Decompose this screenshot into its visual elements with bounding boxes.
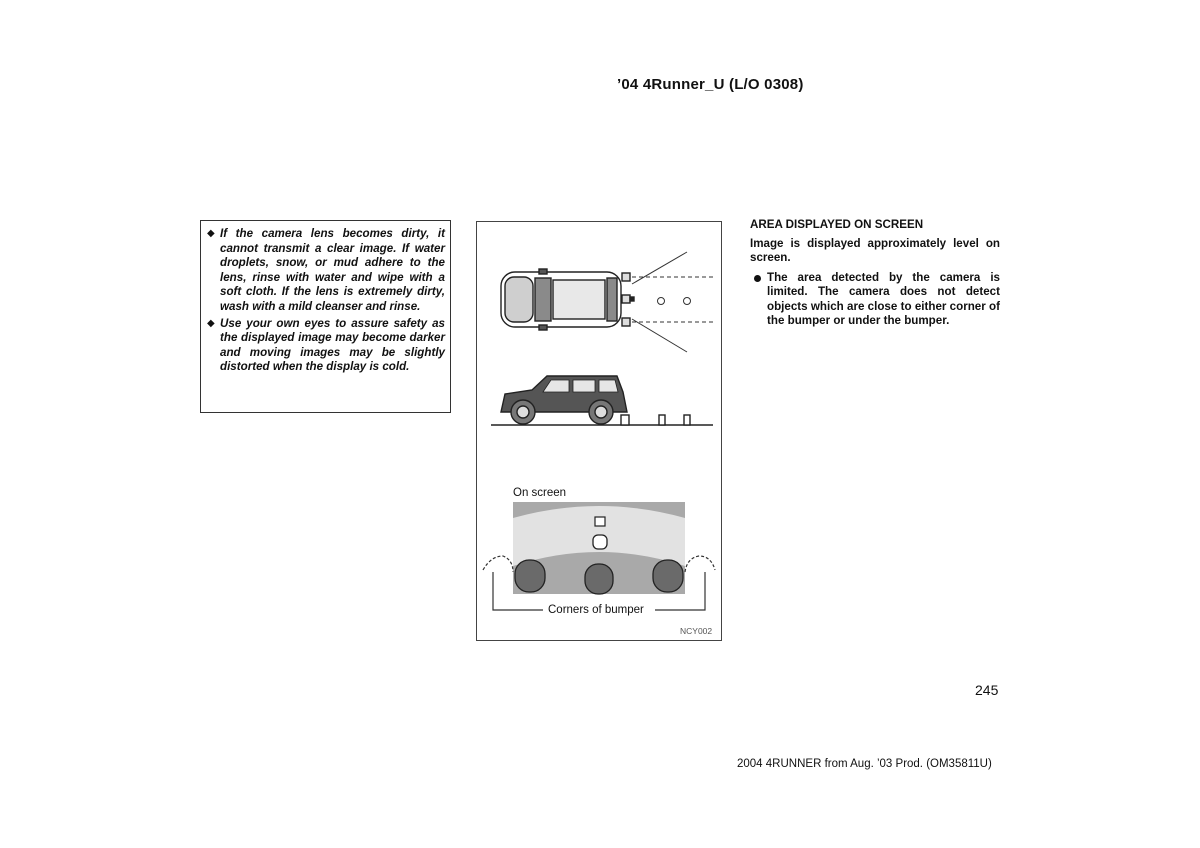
- section-heading: AREA DISPLAYED ON SCREEN: [750, 218, 924, 231]
- vehicle-side-view: [491, 376, 713, 425]
- caution-box: [200, 220, 451, 413]
- vehicle-top-view: [501, 269, 634, 330]
- page-number: 245: [975, 682, 999, 698]
- area-displayed-section: [750, 218, 1000, 329]
- section-bullet-text: The area detected by the camera is limited. The camera does not detect objects which are close to either corner of the bumper or under the bumper.: [767, 270, 1000, 327]
- caution-item: [207, 317, 445, 375]
- caution-text: If the camera lens becomes dirty, it cannot transmit a clear image. If water droplets, snow, or mud adhere to the lens, rinse with water and wipe with a soft cloth. If the lens is extremely dirty, wash with a mild cleanser and rinse.: [220, 227, 445, 313]
- figure-code: NCY002: [680, 626, 713, 636]
- camera-area-illustration: [476, 221, 722, 641]
- view-area-lines: [632, 252, 713, 352]
- corners-of-bumper-label: Corners of bumper: [545, 604, 647, 617]
- pylon-top-markers: [658, 298, 691, 305]
- on-screen-label: On screen: [513, 487, 567, 499]
- running-header: ’04 4Runner_U (L/O 0308): [617, 76, 804, 93]
- illustration-drawing: [477, 222, 723, 642]
- section-bullet: [750, 271, 1000, 329]
- bullet-dot-icon: [754, 275, 761, 282]
- monitor-screen-view: [513, 502, 685, 594]
- caution-text: Use your own eyes to assure safety as the displayed image may become darker and moving images may be slightly distorted when the display is cold.: [220, 316, 445, 374]
- section-intro: Image is displayed approximately level on screen.: [750, 236, 1000, 264]
- page-footer: 2004 4RUNNER from Aug. ’03 Prod. (OM35811U): [737, 758, 992, 770]
- diamond-bullet-icon: ◆: [207, 228, 215, 239]
- diamond-bullet-icon: ◆: [207, 317, 215, 329]
- caution-item: [207, 227, 445, 315]
